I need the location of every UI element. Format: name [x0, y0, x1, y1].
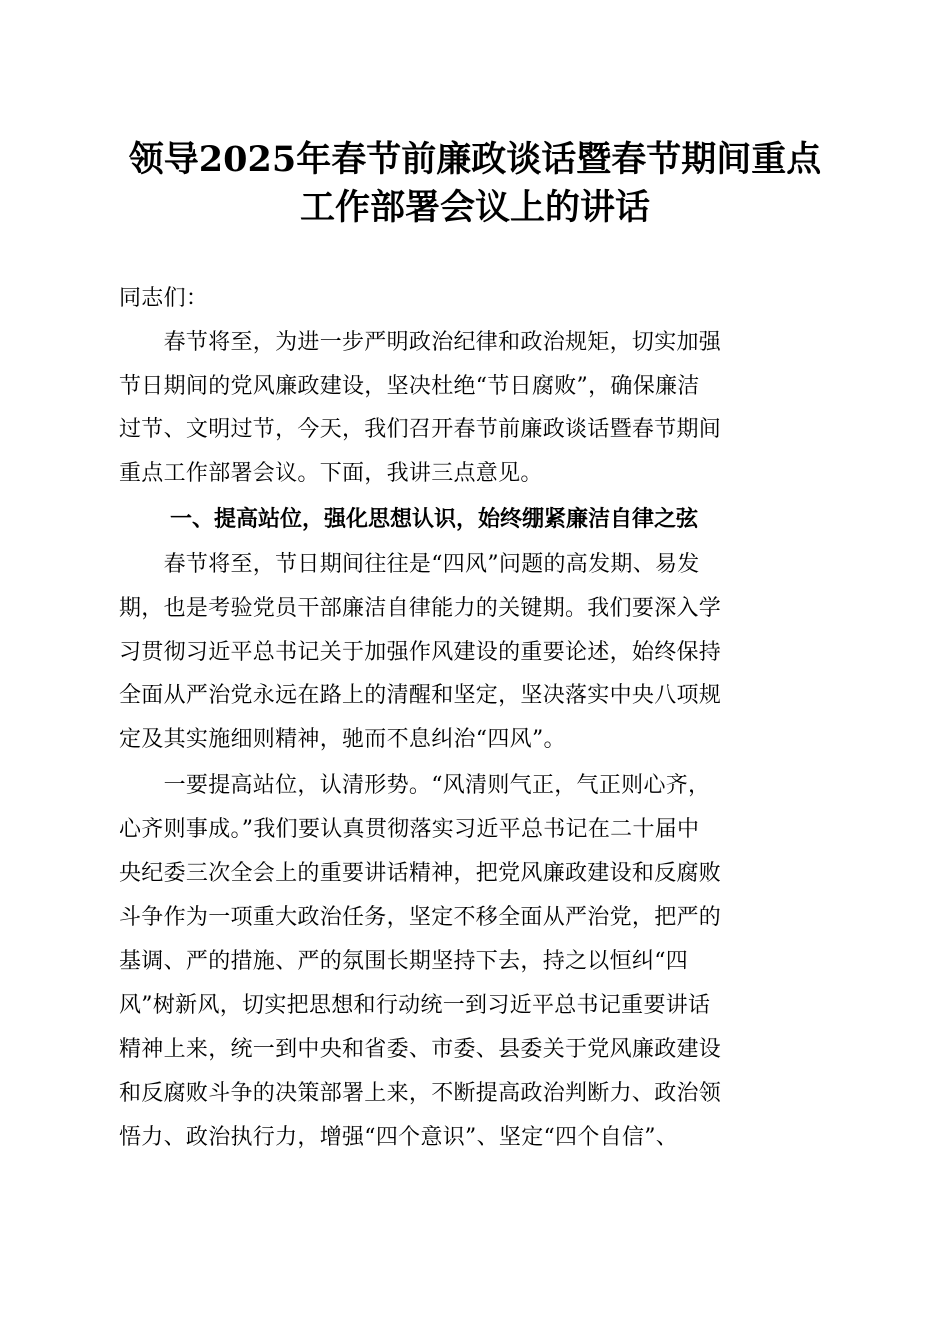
document-title-line-2: 工作部署会议上的讲话 [299, 187, 650, 228]
paragraph-line: 春节将至，为进一步严明政治纪律和政治规矩，切实加强 [119, 330, 722, 355]
paragraph-line: 重点工作部署会议。下面，我讲三点意见。 [119, 461, 543, 486]
paragraph-line: 定及其实施细则精神，驰而不息纠治“四风”。 [119, 727, 566, 752]
paragraph-line: 基调、严的措施、严的氛围长期坚持下去，持之以恒纠“四 [119, 949, 689, 974]
paragraph-line: 心齐则事成。”我们要认真贯彻落实习近平总书记在二十届中 [119, 817, 700, 842]
paragraph-line: 斗争作为一项重大政治任务，坚定不移全面从严治党，把严的 [119, 905, 722, 930]
salutation: 同志们： [119, 286, 209, 311]
paragraph-line: 过节、文明过节，今天，我们召开春节前廉政谈话暨春节期间 [119, 417, 722, 442]
paragraph-line: 央纪委三次全会上的重要讲话精神，把党风廉政建设和反腐败 [119, 861, 722, 886]
paragraph-line: 节日期间的党风廉政建设，坚决杜绝“节日腐败”，确保廉洁 [119, 374, 700, 399]
paragraph-line: 风”树新风，切实把思想和行动统一到习近平总书记重要讲话 [119, 993, 711, 1018]
document-title-line-1: 领导2025年春节前廉政谈话暨春节期间重点 [128, 139, 822, 180]
paragraph-line: 习贯彻习近平总书记关于加强作风建设的重要论述，始终保持 [119, 640, 722, 665]
paragraph-line: 一要提高站位，认清形势。“风清则气正，气正则心齐， [119, 773, 711, 798]
section-heading: 一、提高站位，强化思想认识，始终绷紧廉洁自律之弦 [170, 507, 699, 532]
paragraph-line: 春节将至，节日期间往往是“四风”问题的高发期、易发 [119, 552, 700, 577]
paragraph-line: 期，也是考验党员干部廉洁自律能力的关键期。我们要深入学 [119, 596, 722, 621]
paragraph-line: 和反腐败斗争的决策部署上来，不断提高政治判断力、政治领 [119, 1081, 722, 1106]
paragraph-line: 悟力、政治执行力，增强“四个意识”、坚定“四个自信”、 [119, 1125, 679, 1150]
paragraph-line: 精神上来，统一到中央和省委、市委、县委关于党风廉政建设 [119, 1037, 722, 1062]
paragraph-line: 全面从严治党永远在路上的清醒和坚定，坚决落实中央八项规 [119, 683, 722, 708]
